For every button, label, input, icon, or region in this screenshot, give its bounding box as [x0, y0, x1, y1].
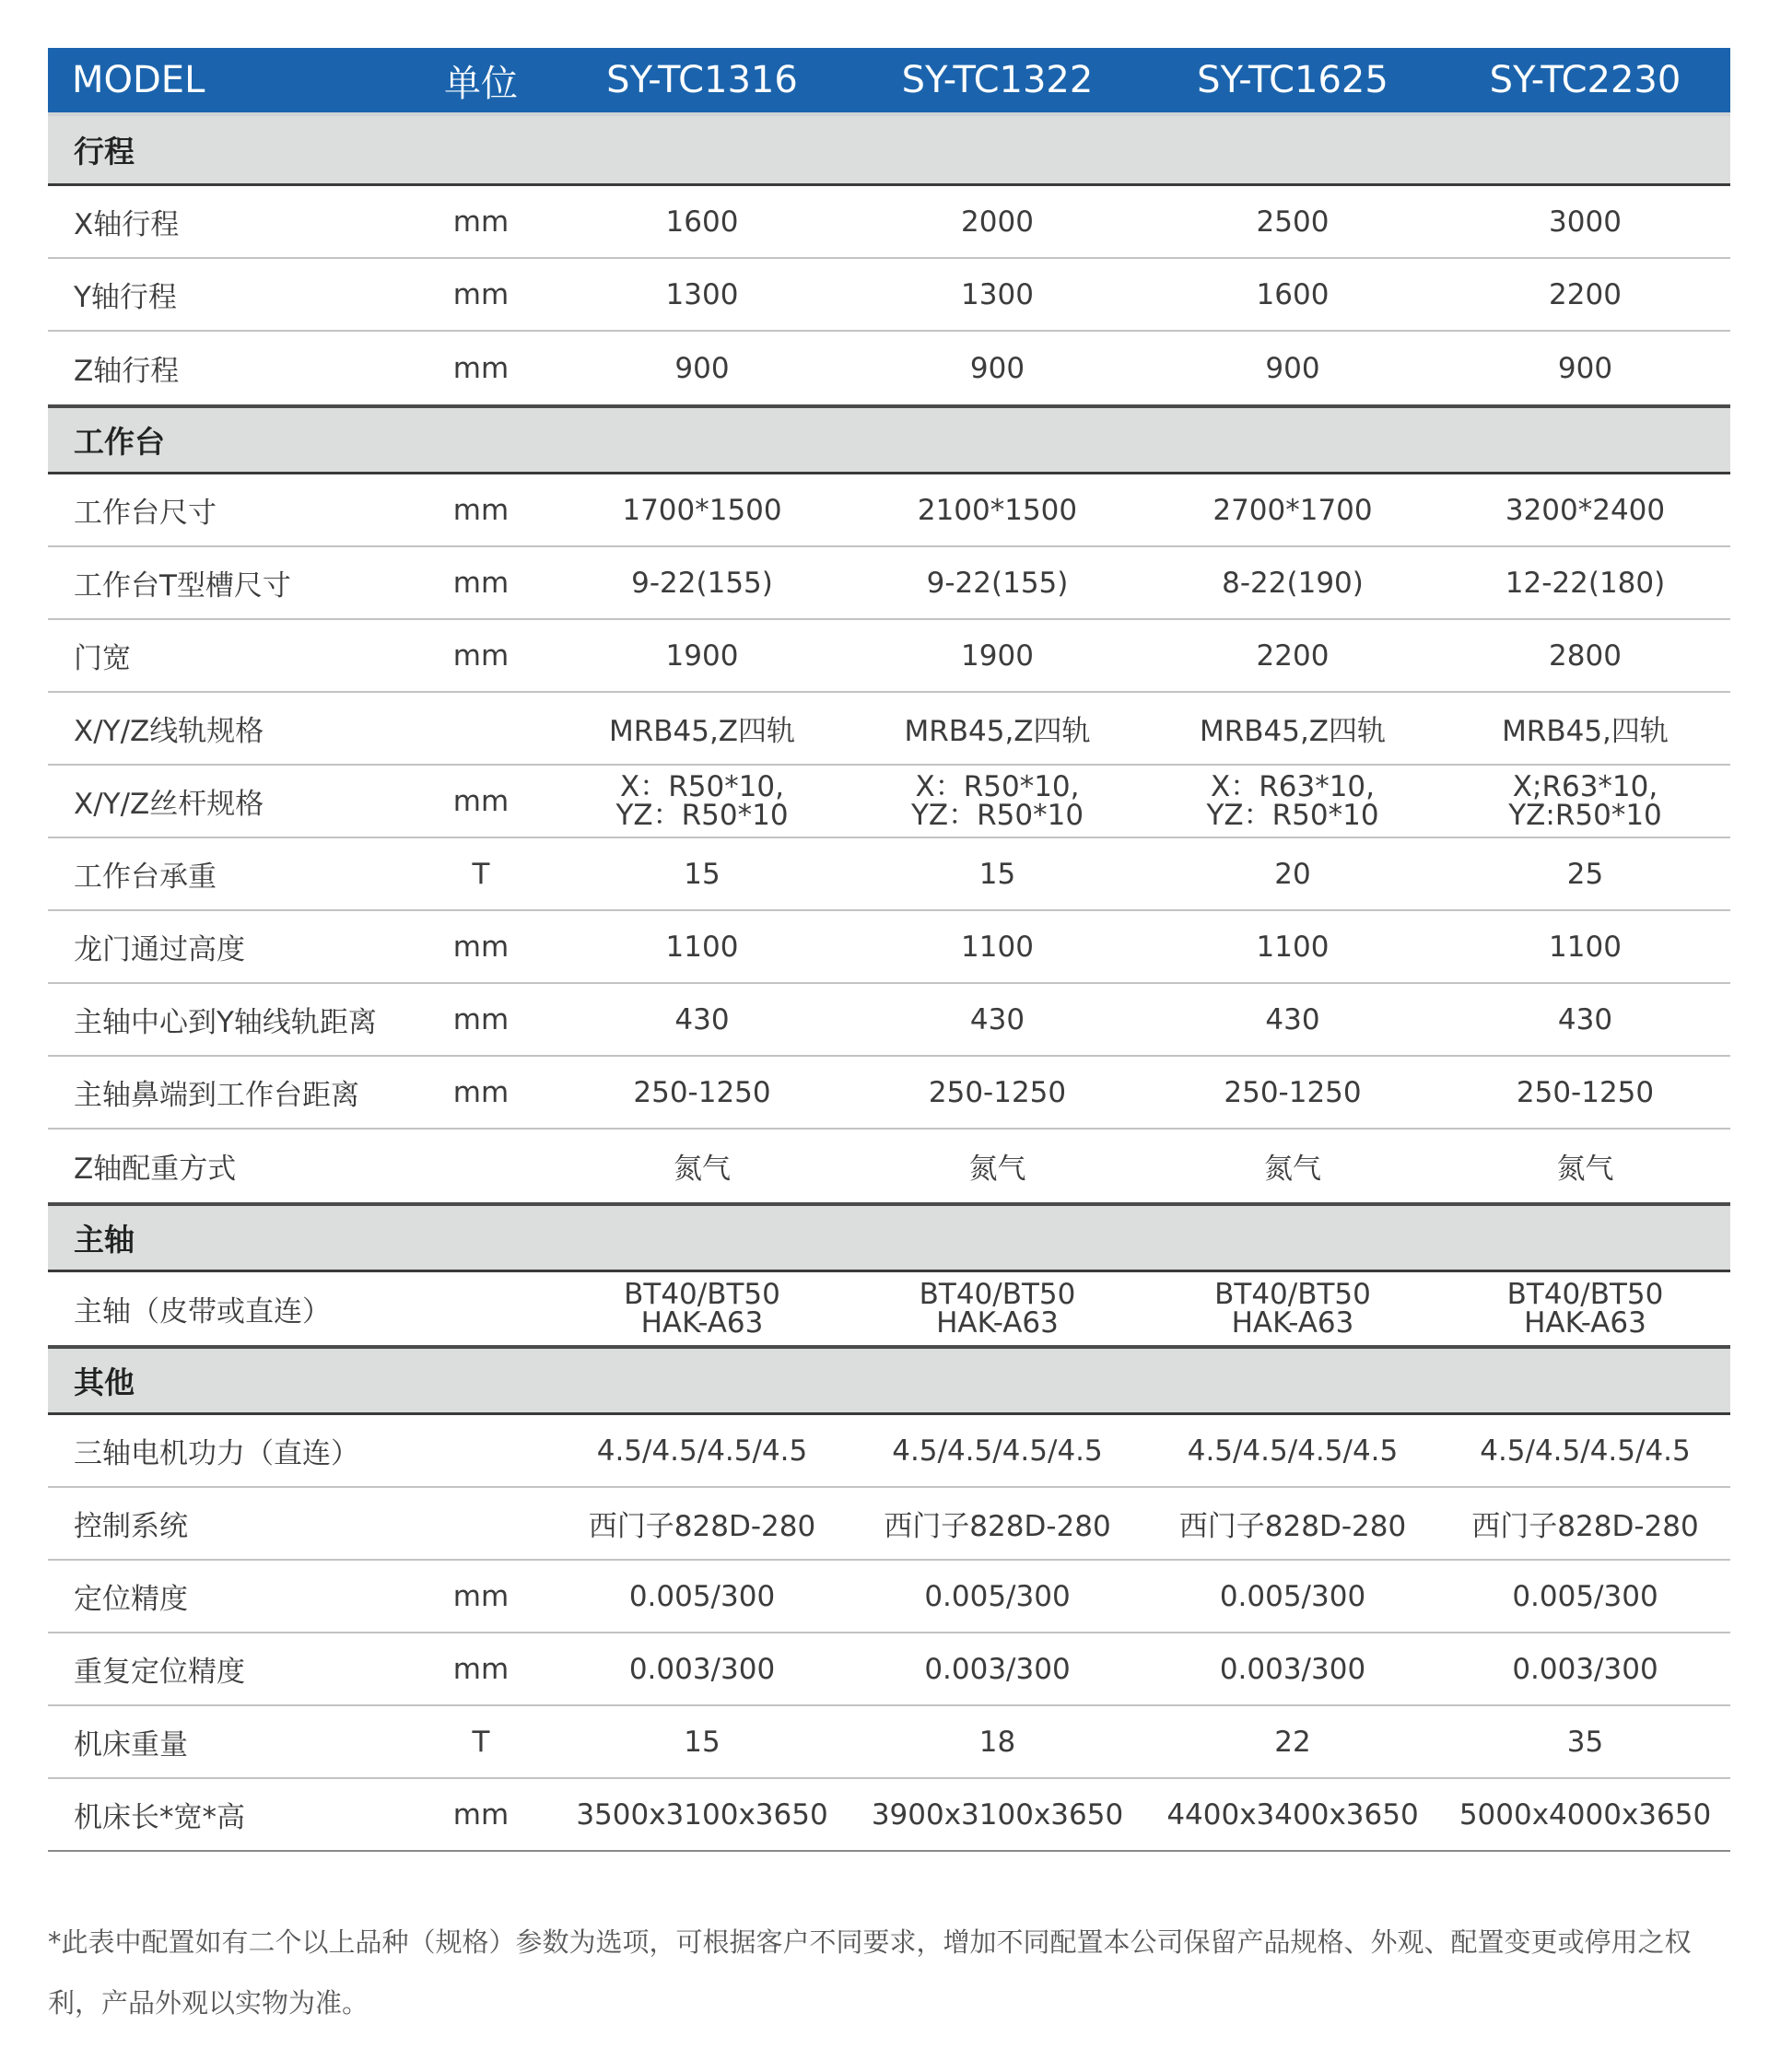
- table-row: [48, 1057, 1730, 1130]
- spec-value: 1900: [961, 638, 1034, 673]
- spec-value: 0.005/300: [628, 1579, 776, 1613]
- spec-value: 2200: [1256, 638, 1330, 673]
- spec-name: 机床重量: [74, 1728, 188, 1762]
- table-row: [48, 332, 1730, 404]
- spec-name: 定位精度: [74, 1583, 188, 1616]
- spec-value: 0.003/300: [1219, 1652, 1366, 1686]
- section-header: 主轴: [48, 1202, 1730, 1272]
- spec-value: MRB45,Z四轨: [608, 715, 796, 748]
- spec-value: [1145, 1272, 1440, 1345]
- model-column-header: SY-TC1322: [901, 59, 1094, 101]
- spec-value: 西门子828D-280: [1178, 1510, 1407, 1543]
- spec-value: 9-22(155): [926, 566, 1069, 600]
- spec-value-line: X：R50*10,: [619, 769, 785, 803]
- spec-value: 1600: [665, 205, 739, 239]
- table-row: [48, 186, 1730, 259]
- spec-value: 8-22(190): [1222, 566, 1364, 600]
- spec-name: 主轴鼻端到工作台距离: [74, 1079, 359, 1112]
- spec-value: 5000x4000x3650: [1459, 1797, 1712, 1832]
- spec-unit: [407, 693, 555, 764]
- table-row: [48, 693, 1730, 766]
- table-row: [48, 1488, 1730, 1561]
- spec-value: 1300: [961, 277, 1034, 311]
- spec-value: 250-1250: [928, 1075, 1067, 1109]
- spec-value: 3200*2400: [1505, 493, 1666, 527]
- spec-value: [1440, 1272, 1730, 1345]
- spec-value: 3000: [1549, 205, 1622, 239]
- unit-header: 单位: [444, 62, 518, 105]
- spec-value-line: BT40/BT50: [919, 1277, 1076, 1311]
- spec-value: [555, 1272, 849, 1345]
- table-row: [48, 838, 1730, 911]
- footnote: *此表中配置如有二个以上品种（规格）参数为选项，可根据客户不同要求，增加不同配置本公司保留产品规格、外观、配置变更或停用之权利，产品外观以实物为准。: [48, 1926, 1692, 2019]
- spec-value: 1100: [1549, 930, 1622, 964]
- spec-unit: mm: [452, 1075, 510, 1109]
- spec-unit: T: [472, 857, 490, 891]
- table-row: [48, 1130, 1730, 1202]
- spec-value: 1600: [1256, 277, 1330, 311]
- spec-value: 2100*1500: [917, 493, 1078, 527]
- spec-value-line: YZ:R50*10: [1508, 798, 1662, 832]
- model-column-header: SY-TC1316: [606, 59, 798, 101]
- spec-value-line: HAK-A63: [1524, 1305, 1646, 1340]
- spec-name: 机床长*宽*高: [74, 1801, 245, 1834]
- spec-value: 西门子828D-280: [588, 1510, 816, 1543]
- spec-value: 1900: [665, 638, 739, 673]
- spec-name: X轴行程: [74, 208, 180, 241]
- spec-name: 三轴电机功力（直连）: [74, 1437, 359, 1470]
- spec-value: 3500x3100x3650: [576, 1797, 828, 1832]
- model-header: MODEL: [72, 59, 205, 101]
- spec-value: 4.5/4.5/4.5/4.5: [1480, 1434, 1691, 1468]
- spec-value: 氮气: [968, 1153, 1026, 1186]
- table-row: [48, 911, 1730, 984]
- spec-value: 22: [1274, 1725, 1311, 1759]
- spec-value-line: X;R63*10,: [1512, 769, 1658, 803]
- spec-value: 250-1250: [1224, 1075, 1362, 1109]
- table-row: [48, 1272, 1730, 1345]
- spec-unit: mm: [452, 1002, 510, 1036]
- spec-value: [1440, 766, 1730, 837]
- spec-name: Z轴行程: [74, 355, 180, 388]
- spec-value: 15: [978, 857, 1016, 891]
- spec-unit: [407, 1130, 555, 1202]
- spec-name: 工作台承重: [74, 860, 217, 894]
- table-header: [48, 48, 1730, 116]
- spec-value: 20: [1274, 857, 1311, 891]
- table-row: [48, 620, 1730, 693]
- spec-value: 3900x3100x3650: [871, 1797, 1124, 1832]
- spec-value: 1100: [665, 930, 739, 964]
- spec-value: 西门子828D-280: [1471, 1510, 1699, 1543]
- spec-name: Y轴行程: [74, 281, 177, 314]
- spec-value-line: YZ：R50*10: [910, 798, 1084, 832]
- spec-value: 4.5/4.5/4.5/4.5: [892, 1434, 1103, 1468]
- table-row: [48, 1706, 1730, 1779]
- table-row: [48, 1633, 1730, 1706]
- spec-unit: mm: [452, 277, 510, 311]
- spec-name: 主轴（皮带或直连）: [74, 1295, 331, 1329]
- spec-value: 2800: [1549, 638, 1622, 673]
- spec-unit: [407, 1272, 555, 1345]
- spec-name: 龙门通过高度: [74, 933, 245, 966]
- spec-value: 430: [1557, 1002, 1613, 1036]
- spec-name: Z轴配重方式: [74, 1153, 237, 1186]
- spec-value: 2700*1700: [1213, 493, 1373, 527]
- table-row: [48, 1561, 1730, 1633]
- spec-name: X/Y/Z线轨规格: [74, 715, 264, 748]
- spec-value: 15: [684, 857, 720, 891]
- section-header: 行程: [48, 116, 1730, 186]
- spec-value-line: HAK-A63: [640, 1305, 764, 1340]
- spec-value: 1100: [961, 930, 1034, 964]
- section-header: 工作台: [48, 404, 1730, 474]
- spec-unit: mm: [452, 784, 510, 818]
- spec-unit: mm: [452, 1797, 510, 1832]
- spec-value: 430: [674, 1002, 730, 1036]
- table-row: [48, 474, 1730, 547]
- spec-value: MRB45,Z四轨: [904, 715, 1091, 748]
- spec-value: 250-1250: [633, 1075, 771, 1109]
- spec-value: [555, 766, 849, 837]
- spec-value: 4.5/4.5/4.5/4.5: [1187, 1434, 1399, 1468]
- spec-value: [849, 1272, 1145, 1345]
- table-row: [48, 259, 1730, 332]
- spec-value-line: YZ：R50*10: [615, 798, 789, 832]
- table-row: [48, 1415, 1730, 1488]
- spec-value-line: BT40/BT50: [624, 1277, 780, 1311]
- spec-value: 0.005/300: [1219, 1579, 1366, 1613]
- spec-name: 主轴中心到Y轴线轨距离: [74, 1006, 377, 1039]
- spec-value: 1300: [665, 277, 739, 311]
- spec-value: 430: [969, 1002, 1025, 1036]
- table-row: [48, 766, 1730, 838]
- spec-value: 4400x3400x3650: [1166, 1797, 1419, 1832]
- spec-value: 氮气: [674, 1153, 731, 1186]
- section-header: 其他: [48, 1345, 1730, 1415]
- table-row: [48, 1779, 1730, 1852]
- spec-value: 18: [978, 1725, 1016, 1759]
- spec-value: 900: [1265, 351, 1320, 385]
- spec-unit: mm: [452, 1579, 510, 1613]
- spec-value: 2000: [961, 205, 1034, 239]
- spec-value: 西门子828D-280: [884, 1510, 1111, 1543]
- spec-value: 0.003/300: [1512, 1652, 1658, 1686]
- spec-value-line: X：R50*10,: [915, 769, 1080, 803]
- model-column-header: SY-TC1625: [1197, 59, 1388, 101]
- spec-unit: [407, 1415, 555, 1486]
- spec-value: [849, 766, 1145, 837]
- spec-name: 门宽: [74, 642, 131, 675]
- spec-unit: mm: [452, 930, 510, 964]
- spec-value-line: BT40/BT50: [1214, 1277, 1371, 1311]
- spec-value: 1700*1500: [622, 493, 782, 527]
- spec-unit: mm: [452, 205, 510, 239]
- table-row: [48, 547, 1730, 620]
- spec-value: 12-22(180): [1505, 566, 1666, 600]
- spec-unit: [407, 1488, 555, 1559]
- spec-value: 氮气: [1556, 1153, 1614, 1186]
- spec-value: 9-22(155): [631, 566, 773, 600]
- spec-value: 15: [684, 1725, 720, 1759]
- spec-value: MRB45,Z四轨: [1199, 715, 1387, 748]
- spec-value: 0.005/300: [1512, 1579, 1658, 1613]
- spec-value: 0.003/300: [628, 1652, 776, 1686]
- spec-value: 35: [1566, 1725, 1604, 1759]
- table-body: [48, 116, 1730, 1852]
- spec-value: 900: [674, 351, 730, 385]
- spec-value: 1100: [1256, 930, 1330, 964]
- spec-unit: T: [472, 1725, 490, 1759]
- spec-value-line: HAK-A63: [1231, 1305, 1354, 1340]
- spec-name: 工作台T型槽尺寸: [74, 569, 291, 603]
- spec-value: 25: [1566, 857, 1604, 891]
- spec-unit: mm: [452, 1652, 510, 1686]
- spec-value: 4.5/4.5/4.5/4.5: [596, 1434, 808, 1468]
- spec-unit: mm: [452, 351, 510, 385]
- spec-value: 0.005/300: [924, 1579, 1071, 1613]
- spec-value: MRB45,四轨: [1502, 715, 1669, 748]
- spec-value: 900: [969, 351, 1025, 385]
- spec-value-line: YZ：R50*10: [1206, 798, 1379, 832]
- spec-name: 控制系统: [74, 1510, 188, 1543]
- spec-unit: mm: [452, 493, 510, 527]
- spec-value: 2500: [1256, 205, 1330, 239]
- spec-name: 重复定位精度: [74, 1656, 245, 1689]
- table-row: [48, 984, 1730, 1057]
- spec-table: [48, 48, 1730, 1852]
- spec-value: 氮气: [1264, 1153, 1321, 1186]
- spec-value: 900: [1557, 351, 1613, 385]
- spec-value-line: HAK-A63: [936, 1305, 1059, 1340]
- spec-value: [1145, 766, 1440, 837]
- model-column-header: SY-TC2230: [1489, 59, 1681, 101]
- spec-name: X/Y/Z丝杆规格: [74, 788, 264, 821]
- spec-value-line: BT40/BT50: [1506, 1277, 1664, 1311]
- spec-unit: mm: [452, 638, 510, 673]
- spec-value-line: X：R63*10,: [1210, 769, 1376, 803]
- spec-value: 2200: [1549, 277, 1622, 311]
- spec-unit: mm: [452, 566, 510, 600]
- spec-value: 430: [1265, 1002, 1320, 1036]
- spec-name: 工作台尺寸: [74, 497, 217, 530]
- spec-value: 250-1250: [1516, 1075, 1655, 1109]
- spec-value: 0.003/300: [924, 1652, 1071, 1686]
